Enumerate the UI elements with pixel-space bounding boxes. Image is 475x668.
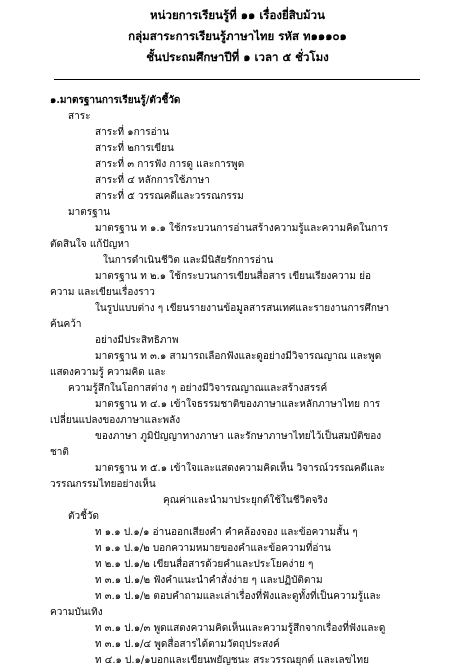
indicator-item: ท ๓.๑ ป.๑/๓ พูดแสดงความคิดเห็นและความรู้สึกจากเรื่องที่ฟังและดู [95,623,386,634]
standard-line: มาตรฐาน ท ๓.๑ สามารถเลือกฟังและดูอย่างมีวิจารณญาณ และพูด [95,351,382,362]
strand-item: สาระที่ ๔ หลักการใช้ภาษา [95,175,210,186]
indicator-heading: ตัวชี้วัด [68,511,100,522]
standard-line: คุณค่าและนำมาประยุกต์ใช้ในชีวิตจริง [163,495,328,506]
indicator-item: ท ๓.๑ ป.๑/๒ ฟังคำแนะนำคำสั่งง่าย ๆ และปฏิบัติตาม [95,575,323,586]
standard-line: มาตรฐาน ท ๔.๑ เข้าใจธรรมชาติของภาษาและหลักภาษาไทย การ [95,399,381,410]
section-heading: ๑.มาตรฐานการเรียนรู้/ตัวชี้วัด [50,95,181,106]
standard-line: ในรูปแบบต่าง ๆ เขียนรายงานข้อมูลสารสนเทศและรายงานการศึกษา [95,303,390,314]
standard-line: ชาติ [50,447,69,458]
indicator-item: ท ๔.๑ ป.๑/๑บอกและเขียนพยัญชนะ สระวรรณยุกต์ และเลขไทย [95,655,369,666]
header-divider [54,79,420,80]
standard-line: มาตรฐาน ท ๕.๑ เข้าใจและแสดงความคิดเห็น วิจารณ์วรรณคดีและ [95,463,385,474]
indicator-item: ท ๒.๑ ป.๑/๒ เขียนสื่อสารด้วยคำและประโยคง่าย ๆ [95,559,314,570]
indicator-item: ท ๓.๑ ป.๑/๔ พูดสื่อสารได้ตามวัตถุประสงค์ [95,639,280,650]
standard-line: มาตรฐาน ท ๑.๑ ใช้กระบวนการอ่านสร้างความรู้และความคิดในการ [95,223,389,234]
unit-title: หน่วยการเรียนรู้ที่ ๑๑ เรื่องยี่สิบม้วน [150,8,325,22]
standard-line: ความ และเขียนเรื่องราว [50,287,155,298]
strand-item: สาระที่ ๕ วรรณคดีและวรรณกรรม [95,191,244,202]
strand-item: สาระที่ ๓ การฟัง การดู และการพูด [95,159,245,170]
indicator-item: ความบันเทิง [50,607,103,618]
standard-line: มาตรฐาน ท ๒.๑ ใช้กระบวนการเขียนสื่อสาร เขียนเรียงความ ย่อ [95,271,371,282]
strand-item: สาระที่ ๑การอ่าน [95,127,170,138]
indicator-item: ท ๑.๑ ป.๑/๑ อ่านออกเสียงคำ คำคล้องจอง และข้อความสั้น ๆ [95,527,358,538]
indicator-item: ท ๑.๑ ป.๑/๒ บอกความหมายของคำและข้อความที่อ่าน [95,543,331,554]
standard-line: ของภาษา ภูมิปัญญาทางภาษา และรักษาภาษาไทยไว้เป็นสมบัติของ [95,431,382,442]
standard-heading: มาตรฐาน [68,207,111,218]
standard-line: ตัดสินใจ แก้ปัญหา [50,239,130,250]
standard-line: แสดงความรู้ ความคิด และ [50,367,166,378]
standard-line: ค้นคว้า [50,319,82,330]
strand-item: สาระที่ ๒การเขียน [95,143,174,154]
indicator-item: ท ๓.๑ ป.๑/๒ ตอบคำถามและเล่าเรื่องที่ฟังและดูทั้งที่เป็นความรู้และ [95,591,382,602]
grade-time-line: ชั้นประถมศึกษาปีที่ ๑ เวลา ๕ ชั่วโมง [146,50,329,64]
standard-line: เปลี่ยนแปลงของภาษาและพลัง [50,415,181,426]
standard-line: ความรู้สึกในโอกาสต่าง ๆ อย่างมีวิจารณญาณและสร้างสรรค์ [68,383,328,394]
standard-line: วรรณกรรมไทยอย่างเห็น [50,479,156,490]
standard-line: อย่างมีประสิทธิภาพ [95,335,179,346]
subject-code-line: กลุ่มสาระการเรียนรู้ภาษาไทย รหัส ท๑๑๑๐๑ [128,29,347,43]
standard-line: ในการดำเนินชีวิต และมีนิสัยรักการอ่าน [103,255,274,266]
strand-heading: สาระ [68,111,91,122]
